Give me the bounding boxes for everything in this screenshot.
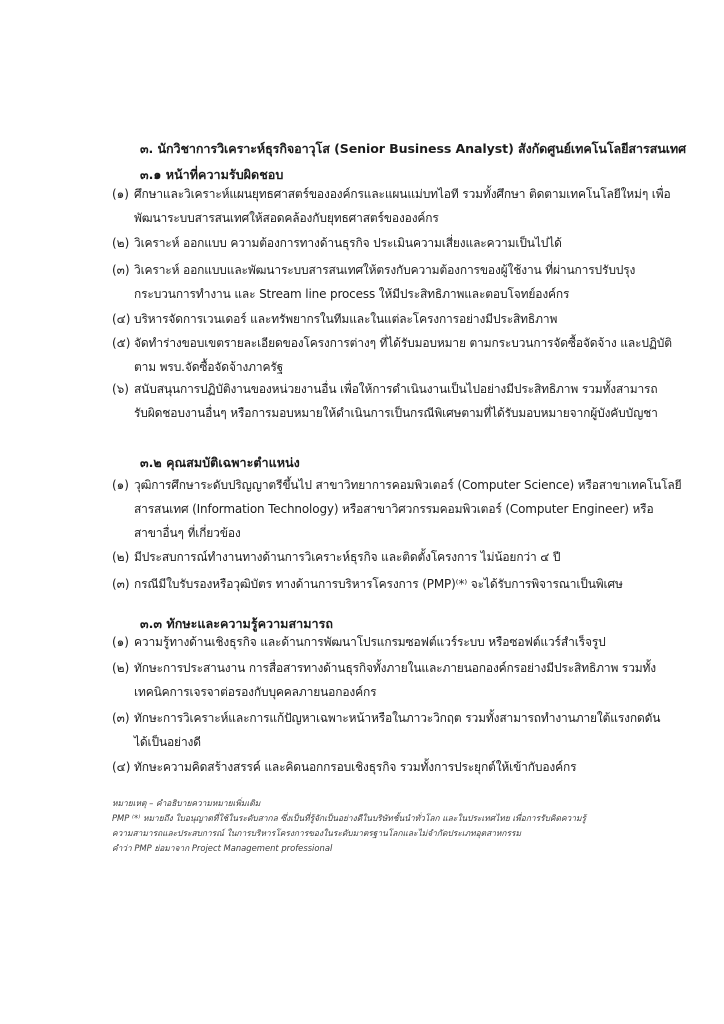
skill-item-3 [112, 706, 672, 754]
skill-item-1 [112, 630, 672, 654]
item-line: ความรู้ทางด้านเชิงธุรกิจ และด้านการพัฒนาโปรแกรมซอฟต์แวร์ระบบ หรือซอฟต์แวร์สำเร็จรูป [134, 635, 606, 649]
item-line: ตาม พรบ.จัดซื้อจัดจ้างภาครัฐ [134, 360, 284, 374]
item-number: (๑) [112, 187, 129, 201]
item-line: ศึกษาและวิเคราะห์แผนยุทธศาสตร์ขององค์กรและแผนแม่บทไอที รวมทั้งศึกษา ติดตามเทคโนโลยีใหม่ๆ เพื่อ [134, 187, 671, 201]
item-line: รับผิดชอบงานอื่นๆ หรือการมอบหมายให้ดำเนินการเป็นกรณีพิเศษตามที่ได้รับมอบหมายจากผู้บังคับบัญชา [134, 406, 658, 420]
item-line: มีประสบการณ์ทำงานทางด้านการวิเคราะห์ธุรกิจ และติดตั้งโครงการ ไม่น้อยกว่า ๔ ปี [134, 550, 561, 564]
footnote-line: หมายเหตุ – คำอธิบายความหมายเพิ่มเติม [112, 798, 261, 808]
item-line: ทักษะการประสานงาน การสื่อสารทางด้านธุรกิจทั้งภายในและภายนอกองค์กรอย่างมีประสิทธิภาพ รวมทั้ง [134, 661, 657, 675]
item-number: (๓) [112, 577, 130, 591]
skill-item-4 [112, 755, 672, 779]
item-line: เทคนิคการเจรจาต่อรองกับบุคคลภายนอกองค์กร [134, 685, 377, 699]
item-line: กระบวนการทำงาน และ Stream line process ให้มีประสิทธิภาพและตอบโจทย์องค์กร [134, 287, 570, 301]
duty-item-4 [112, 307, 672, 331]
item-line: วิเคราะห์ ออกแบบและพัฒนาระบบสารสนเทศให้ตรงกับความต้องการของผู้ใช้งาน ที่ผ่านการปรับปรุง [134, 263, 636, 277]
item-number: (๖) [112, 382, 129, 396]
item-line: สนับสนุนการปฏิบัติงานของหน่วยงานอื่น เพื่อให้การดำเนินงานเป็นไปอย่างมีประสิทธิภาพ รวมทั้งสามารถ [134, 382, 658, 396]
item-line: กรณีมีใบรับรองหรือวุฒิบัตร ทางด้านการบริหารโครงการ (PMP)⁽*⁾ จะได้รับการพิจารณาเป็นพิเศษ [134, 577, 623, 591]
qualification-item-2 [112, 545, 672, 569]
item-line: ได้เป็นอย่างดี [134, 735, 201, 749]
duty-item-2 [112, 231, 672, 255]
item-number: (๔) [112, 760, 131, 774]
item-number: (๓) [112, 711, 130, 725]
section-heading-qualifications: ๓.๒ คุณสมบัติเฉพาะตำแหน่ง [140, 455, 300, 470]
item-number: (๒) [112, 661, 130, 675]
duty-item-3 [112, 258, 672, 306]
item-number: (๑) [112, 478, 129, 492]
footnote-line: ความสามารถและประสบการณ์ ในการบริหารโครงการของในระดับมาตรฐานโลกและไม่จำกัดประเภทอุตสาหกรรม [112, 828, 522, 838]
footnote-line: PMP ⁽*⁾ หมายถึง ใบอนุญาตที่ใช้ในระดับสากล ซึ่งเป็นที่รู้จักเป็นอย่างดีในบริษัทชั้นนำทั่วโลก และในประเทศไทย เพื่อการรับคิดความรู้ [112, 813, 586, 823]
item-number: (๒) [112, 550, 130, 564]
section-heading-duties: ๓.๑ หน้าที่ความรับผิดชอบ [140, 167, 284, 182]
duty-item-1 [112, 182, 672, 230]
item-line: วิเคราะห์ ออกแบบ ความต้องการทางด้านธุรกิจ ประเมินความเสี่ยงและความเป็นไปได้ [134, 236, 562, 250]
item-number: (๑) [112, 635, 129, 649]
item-line: สาขาอื่นๆ ที่เกี่ยวข้อง [134, 526, 241, 540]
duty-item-5 [112, 331, 672, 379]
duty-item-6 [112, 377, 672, 425]
item-number: (๔) [112, 312, 131, 326]
item-line: ทักษะความคิดสร้างสรรค์ และคิดนอกกรอบเชิงธุรกิจ รวมทั้งการประยุกต์ให้เข้ากับองค์กร [134, 760, 577, 774]
section-title: ๓. นักวิชาการวิเคราะห์ธุรกิจอาวุโส (Senior Business Analyst) สังกัดศูนย์เทคโนโลยีสารสนเทศ [140, 141, 687, 156]
item-line: จัดทำร่างขอบเขตรายละเอียดของโครงการต่างๆ ที่ได้รับมอบหมาย ตามกระบวนการจัดซื้อจัดจ้าง และปฏิบัติ [134, 336, 672, 350]
skill-item-2 [112, 656, 672, 704]
qualification-item-1 [112, 473, 682, 545]
footnote-line: คำว่า PMP ย่อมาจาก Project Management professional [112, 843, 333, 853]
qualification-item-3 [112, 572, 672, 596]
item-number: (๕) [112, 336, 131, 350]
item-line: ทักษะการวิเคราะห์และการแก้ปัญหาเฉพาะหน้าหรือในภาวะวิกฤต รวมทั้งสามารถทำงานภายใต้แรงกดดัน [134, 711, 661, 725]
item-line: บริหารจัดการเวนเดอร์ และทรัพยากรในทีมและในแต่ละโครงการอย่างมีประสิทธิภาพ [134, 312, 558, 326]
item-number: (๓) [112, 263, 130, 277]
item-number: (๒) [112, 236, 130, 250]
item-line: สารสนเทศ (Information Technology) หรือสาขาวิศวกรรมคอมพิวเตอร์ (Computer Engineer) หรือ [134, 502, 654, 516]
footnote [112, 796, 632, 856]
section-heading-skills: ๓.๓ ทักษะและความรู้ความสามารถ [140, 616, 334, 631]
item-line: วุฒิการศึกษาระดับปริญญาตรีขึ้นไป สาขาวิทยาการคอมพิวเตอร์ (Computer Science) หรือสาขาเทคโนโลยี [134, 478, 682, 492]
item-line: พัฒนาระบบสารสนเทศให้สอดคล้องกับยุทธศาสตร์ขององค์กร [134, 211, 439, 225]
